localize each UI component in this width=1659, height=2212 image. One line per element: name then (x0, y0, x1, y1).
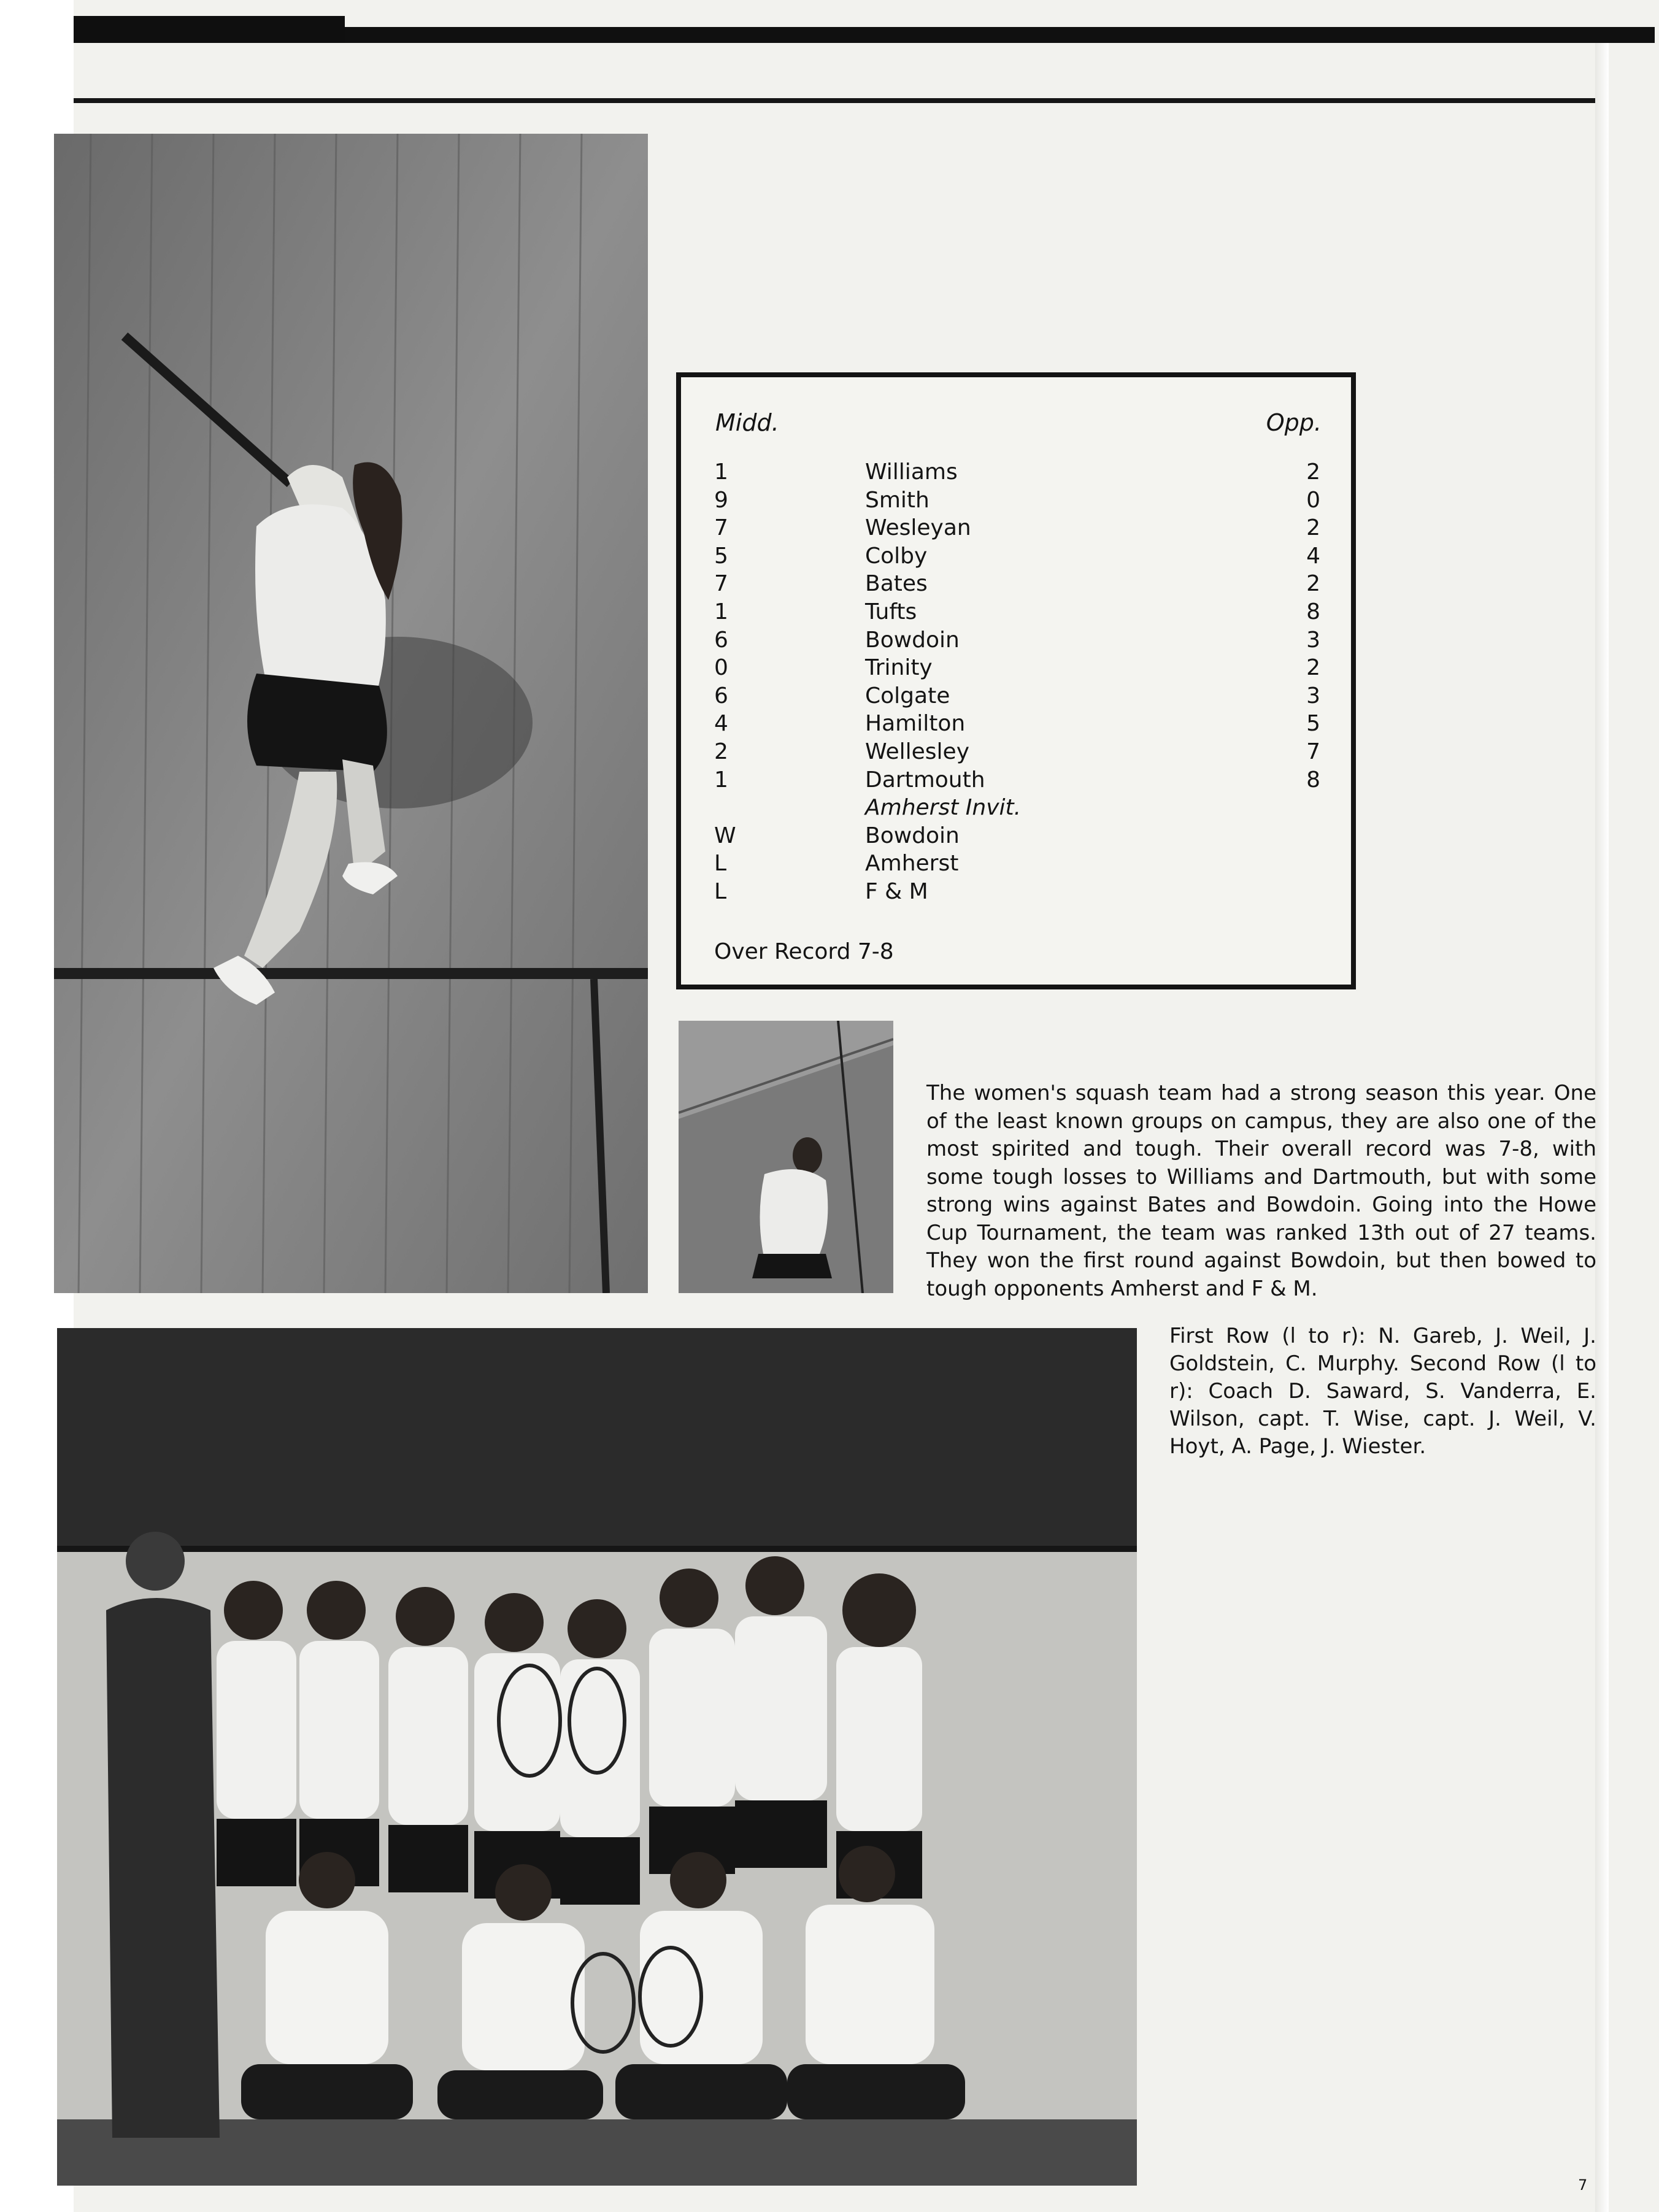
opponent-name: Wellesley (865, 739, 969, 764)
page-number: 7 (1578, 2176, 1588, 2194)
opp-score: 2 (1306, 459, 1320, 485)
midd-score: 0 (714, 655, 728, 681)
photo-caption: First Row (l to r): N. Gareb, J. Weil, J. Goldstein, C. Murphy. Second Row (l to r): Coach D. Saward, S. Vanderra, E. Wilson, capt. T. Wise, capt. J. Weil, V. Hoyt, A. Page, J. Wiester. (1169, 1324, 1596, 1459)
opp-score: 7 (1306, 739, 1320, 764)
opponent-name: Hamilton (865, 711, 966, 737)
schedule-row (681, 795, 1351, 823)
opponent-name: Dartmouth (865, 767, 985, 793)
top-binding-strip-thin (345, 27, 1655, 43)
article-body: The women's squash team had a strong season this year. One of the least known groups on campus, they are also one of the most spirited and tough. Their overall record was 7-8, with some tough losses to Williams and Dartmouth, but with some strong wins against Bates and Bowdoin. Going into the Howe Cup Tournament, the team was ranked 13th out of 27 teams. They won the first round against Bowdoin, but then bowed to tough opponents Amherst and F & M. (926, 1081, 1596, 1301)
photo-player-running (679, 1021, 893, 1293)
schedule-row (681, 571, 1351, 599)
opp-score: 8 (1306, 767, 1320, 793)
midd-score: 5 (714, 543, 728, 569)
midd-score: 1 (714, 599, 728, 624)
opponent-name: F & M (865, 878, 928, 904)
midd-score: 6 (714, 683, 728, 709)
opponent-name: Bowdoin (865, 823, 960, 848)
opp-score: 4 (1306, 543, 1320, 569)
opponent-name: Williams (865, 459, 958, 485)
opp-score: 3 (1306, 683, 1320, 709)
schedule-row (681, 879, 1351, 907)
midd-score: 4 (714, 711, 728, 737)
schedule-row (681, 488, 1351, 516)
schedule-row (681, 711, 1351, 739)
schedule-row (681, 599, 1351, 628)
midd-score: 7 (714, 571, 728, 597)
header-opp: Opp. (1266, 409, 1322, 436)
opponent-name: Wesleyan (865, 515, 971, 541)
opponent-name: Trinity (865, 655, 933, 681)
page-edge (1595, 43, 1609, 2212)
opp-score: 2 (1306, 571, 1320, 597)
midd-score: 6 (714, 627, 728, 653)
opp-score: 2 (1306, 515, 1320, 541)
opp-score: 5 (1306, 711, 1320, 737)
opp-score: 0 (1306, 487, 1320, 513)
opp-score: 2 (1306, 655, 1320, 681)
midd-score: 2 (714, 739, 728, 764)
schedule-row (681, 543, 1351, 572)
photo-team-group (57, 1328, 1137, 2186)
opponent-name: Colby (865, 543, 928, 569)
opp-score: 3 (1306, 627, 1320, 653)
opponent-name: Amherst (865, 851, 959, 877)
opponent-name: Tufts (865, 599, 917, 624)
schedule-row (681, 851, 1351, 879)
midd-score: 7 (714, 515, 728, 541)
opponent-name: Bowdoin (865, 627, 960, 653)
photo-player-swinging (54, 134, 648, 1293)
opponent-name: Amherst Invit. (865, 795, 1022, 821)
schedule-row (681, 459, 1351, 488)
overall-record: Over Record 7-8 (714, 939, 894, 964)
opponent-name: Colgate (865, 683, 950, 709)
header-midd: Midd. (715, 409, 779, 436)
schedule-row (681, 628, 1351, 656)
schedule-row (681, 823, 1351, 851)
schedule-row (681, 739, 1351, 767)
midd-score: L (714, 878, 727, 904)
midd-score: W (714, 823, 736, 848)
header-rule (74, 98, 1598, 103)
midd-score: L (714, 851, 727, 877)
schedule-row (681, 655, 1351, 683)
schedule-rows (681, 459, 1351, 907)
schedule-row (681, 683, 1351, 712)
opponent-name: Bates (865, 571, 928, 597)
midd-score: 1 (714, 459, 728, 485)
opp-score: 8 (1306, 599, 1320, 624)
top-binding-strip (74, 16, 345, 43)
opponent-name: Smith (865, 487, 930, 513)
midd-score: 1 (714, 767, 728, 793)
schedule-results-box (676, 372, 1356, 989)
midd-score: 9 (714, 487, 728, 513)
schedule-row (681, 515, 1351, 543)
schedule-row (681, 767, 1351, 796)
